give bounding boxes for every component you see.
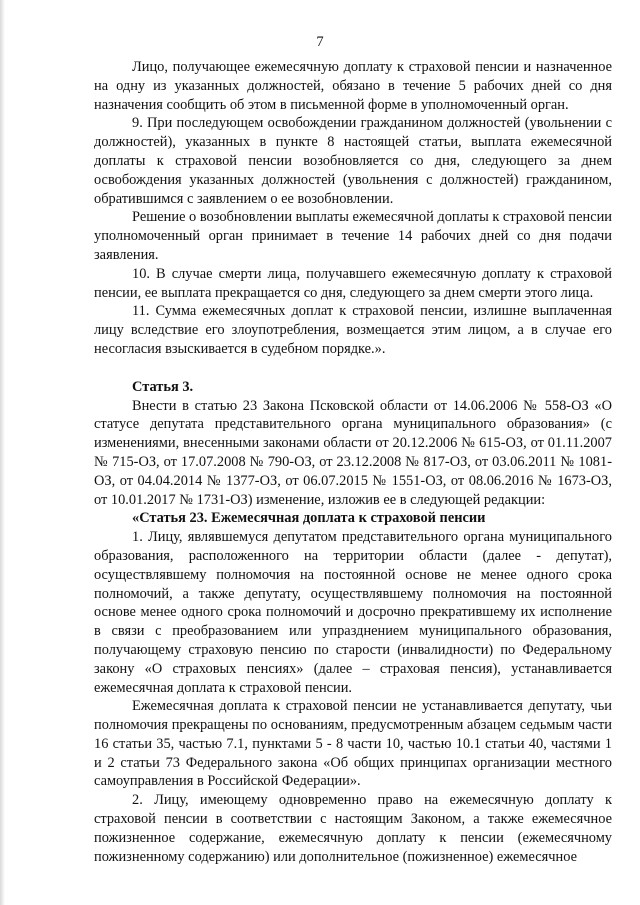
article-intro: Внести в статью 23 Закона Псковской области от 14.06.2006 № 558-ОЗ «О статусе депутата представительного органа муниципального образования» (с изменениями, внесенными законами области от 20.12.2006 № 615-ОЗ, от 01.11.2007 № 715-ОЗ, от 17.07.2008 № 790-ОЗ, от 23.12.2008 № 817-ОЗ, от 03.06.2011 № 1081-ОЗ, от 04.04.2014 № 1377-ОЗ, от 06.07.2015 № 1551-ОЗ, от 08.06.2016 № 1673-ОЗ, от 10.01.2017 № 1731-ОЗ) изменение, изложив ее в следующей редакции: <box>94 397 612 508</box>
paragraph-top-4: 10. В случае смерти лица, получавшего ежемесячную доплату к страховой пенсии, ее выплата прекращается со дня, следующего за днем смерти этого лица. <box>94 265 612 301</box>
article-23-title: «Статья 23. Ежемесячная доплата к страховой пенсии <box>132 510 486 527</box>
scan-edge <box>0 0 5 905</box>
paragraph-top-1: Лицо, получающее ежемесячную доплату к страховой пенсии и назначенное на одну из указанных должностей, обязано в течение 5 рабочих дней со дня назначения сообщить об этом в письменной форме в уполномоченный орган. <box>94 59 612 113</box>
paragraph-bottom-2: Ежемесячная доплата к страховой пенсии не устанавливается депутату, чьи полномочия прекращены по основаниям, предусмотренным абзацем седьмым части 16 статьи 35, частью 7.1, пунктами 5 - 8 части 10, частью 10.1 статьи 40, частями 1 и 2 статьи 73 Федерального закона «Об общих принципах организации местного самоуправления в Российской Федерации». <box>94 698 612 790</box>
paragraph-top-3: Решение о возобновлении выплаты ежемесячной доплаты к страховой пенсии уполномоченный орган принимает в течение 14 рабочих дней со дня подачи заявления. <box>94 209 612 263</box>
paragraph-bottom-3: 2. Лицу, имеющему одновременно право на ежемесячную доплату к страховой пенсии в соответствии с настоящим Законом, а также ежемесячное пожизненное содержание, ежемесячную доплату к пенсии (ежемесячному пожизненному содержанию) или дополнительное (пожизненное) ежемесячное <box>94 792 612 865</box>
page-number: 7 <box>316 34 324 50</box>
document-body <box>94 58 612 866</box>
article-heading: Статья 3. <box>132 378 194 395</box>
paragraph-top-5: 11. Сумма ежемесячных доплат к страховой пенсии, излишне выплаченная лицу вследствие его злоупотребления, возмещается этим лицом, а в случае его несогласия взыскивается в судебном порядке.». <box>94 303 612 357</box>
paragraph-bottom-1: 1. Лицу, являвшемуся депутатом представительного органа муниципального образования, расположенного на территории области (далее - депутат), осуществлявшему полномочия на постоянной основе не менее одного срока полномочий, а также депутату, осуществлявшему полномочия на постоянной основе менее одного срока полномочий и досрочно прекратившему их исполнение в связи с преобразованием или упразднением муниципального образования, получающему страховую пенсию по старости (инвалидности) по Федеральному закону «О страховых пенсиях» (далее – страховая пенсия), устанавливается ежемесячная доплата к страховой пенсии. <box>94 529 612 696</box>
paragraph-top-2: 9. При последующем освобождении гражданином должностей (увольнении с должностей), указанных в пункте 8 настоящей статьи, выплата ежемесячной доплаты к страховой пенсии возобновляется со дня, следующего за днем освобождения указанных должностей (увольнения с должностей) гражданином, обратившимся с заявлением о ее возобновлении. <box>94 115 612 207</box>
